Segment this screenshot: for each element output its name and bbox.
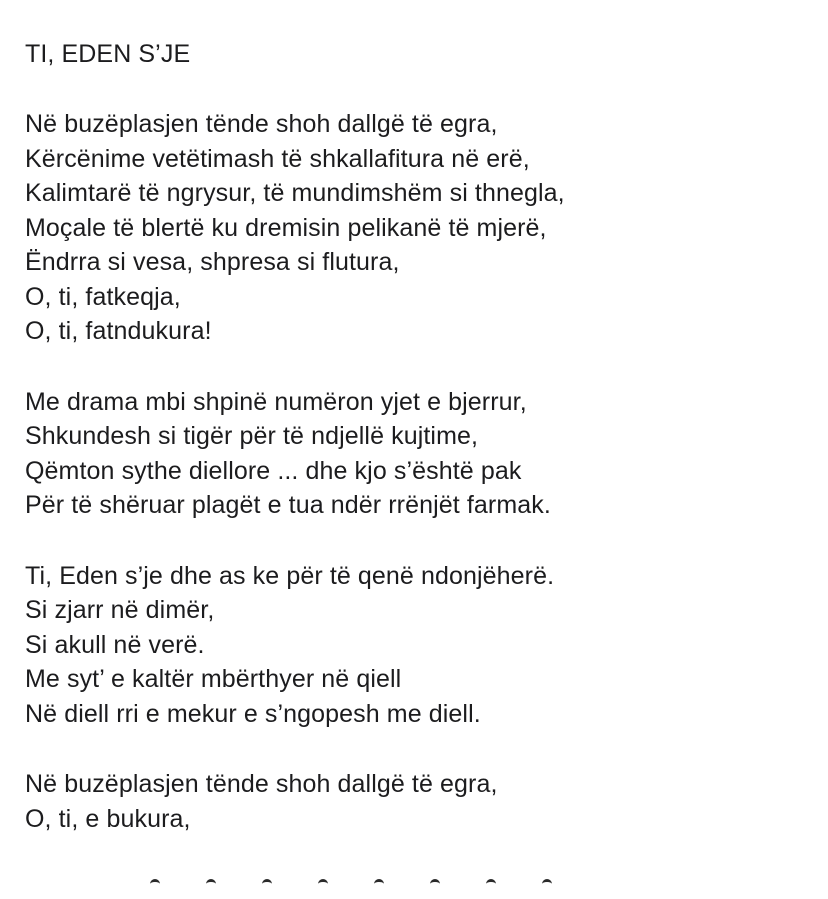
poem-line: Ti, Eden s’je dhe as ke për të qenë ndonjëherë. xyxy=(25,561,555,590)
poem-line: Në diell rri e mekur e s’ngopesh me diell. xyxy=(25,699,481,728)
poem-line: Kalimtarë të ngrysur, të mundimshëm si thnegla, xyxy=(25,179,565,207)
poem xyxy=(25,37,815,836)
poem-line: O, ti, fatndukura! xyxy=(25,317,212,345)
poem-line: Ëndrra si vesa, shpresa si flutura, xyxy=(25,248,400,276)
poem-line: O, ti, fatkeqja, xyxy=(25,282,181,311)
cut-off-next-line xyxy=(150,879,670,899)
stanza-3 xyxy=(25,559,815,732)
poem-line: Shkundesh si tigër për të ndjellë kujtime, xyxy=(25,422,479,450)
poem-line: Për të shëruar plagët e tua ndër rrënjët farmak. xyxy=(25,491,551,519)
poem-line: Me drama mbi shpinë numëron yjet e bjerrur, xyxy=(25,387,527,416)
poem-line: Kërcënime vetëtimash të shkallafitura në erë, xyxy=(25,144,530,173)
poem-line: O, ti, e bukura, xyxy=(25,804,191,833)
poem-title: TI, EDEN S’JE xyxy=(25,40,191,68)
poem-line: Moçale të blertë ku dremisin pelikanë të mjerë, xyxy=(25,213,547,242)
poem-line: Me syt’ e kaltër mbërthyer në qiell xyxy=(25,665,402,693)
poem-line: Qëmton sythe diellore ... dhe kjo s’është pak xyxy=(25,456,522,485)
poem-line: Në buzëplasjen tënde shoh dallgë të egra, xyxy=(25,110,498,138)
poem-line: Si zjarr në dimër, xyxy=(25,596,215,624)
poem-line: Në buzëplasjen tënde shoh dallgë të egra, xyxy=(25,770,498,798)
stanza-1 xyxy=(25,107,815,349)
poem-line: Si akull në verë. xyxy=(25,630,205,659)
stanza-2 xyxy=(25,385,815,523)
stanza-4 xyxy=(25,767,815,836)
